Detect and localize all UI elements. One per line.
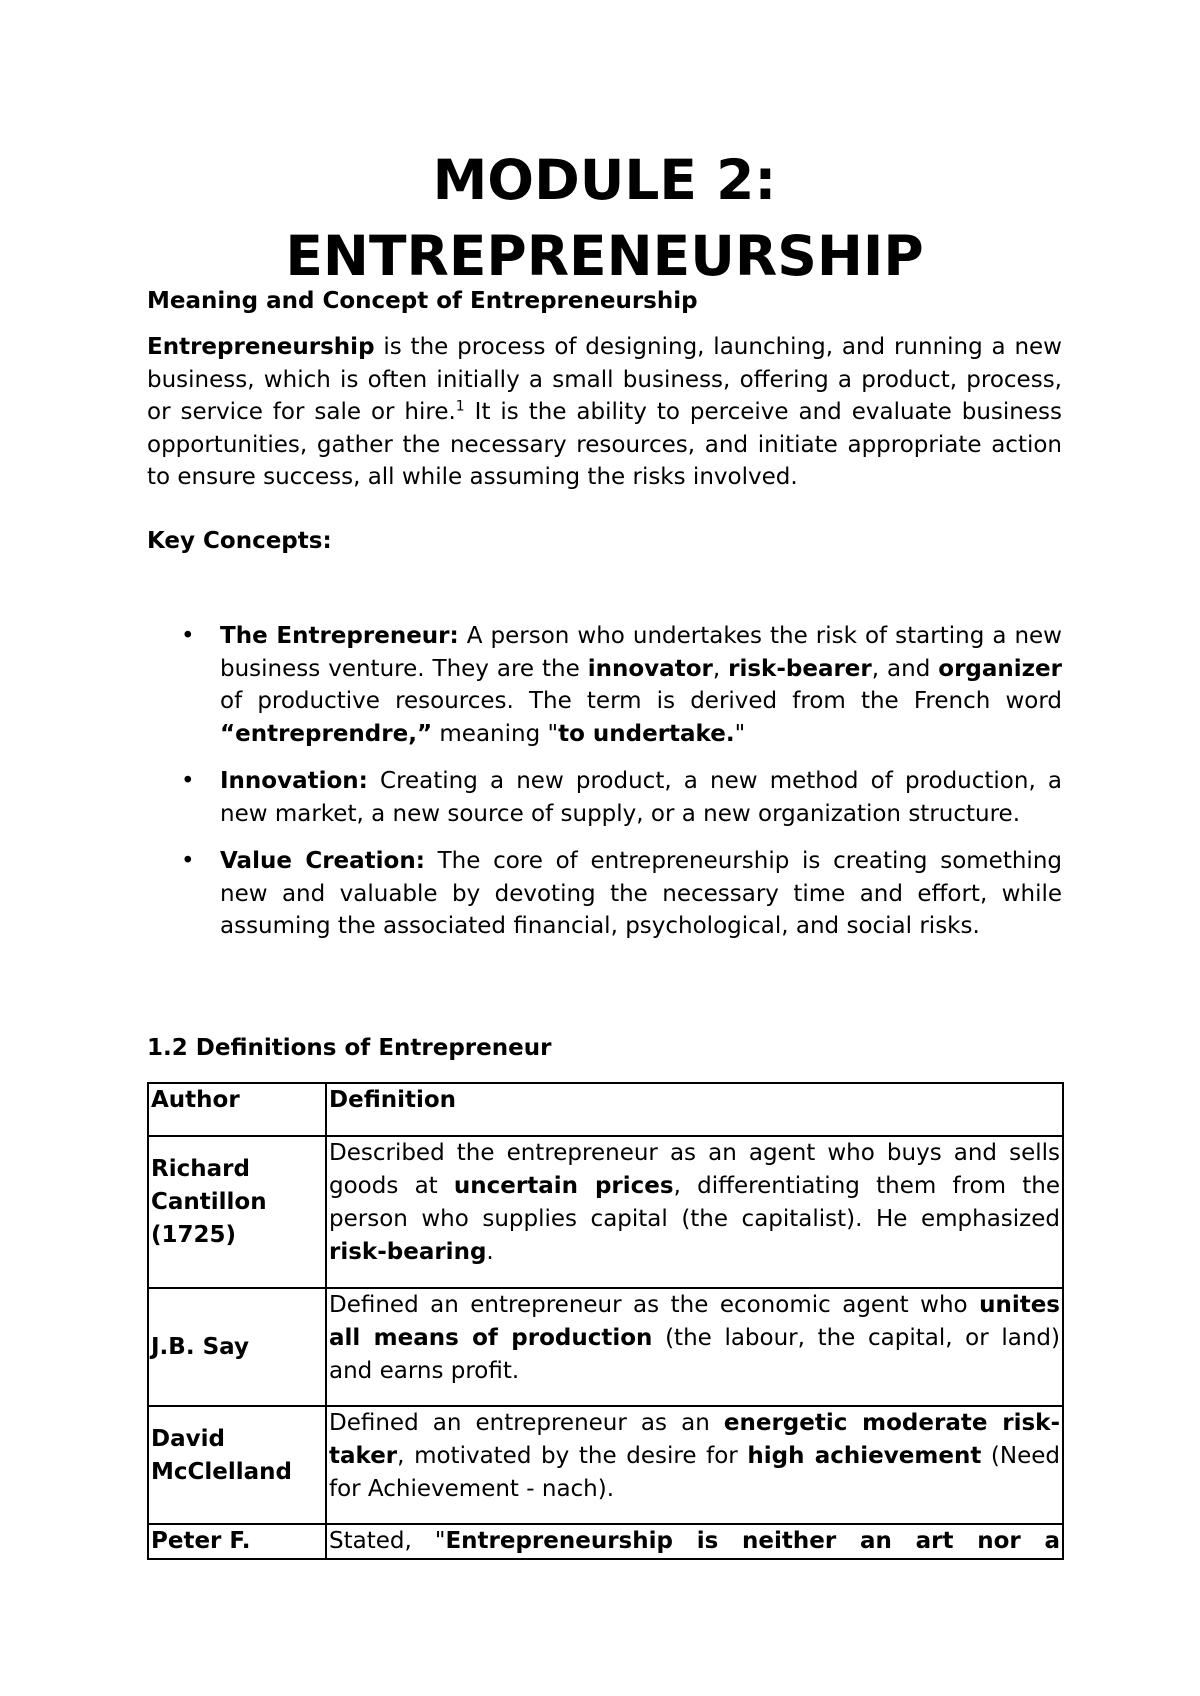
definition-cell: Described the entrepreneur as an agent who buys and sells goods at uncertain prices, differentiating them from the person who supplies capital (the capitalist). He emphasized risk-bearing.: [326, 1136, 1063, 1288]
list-item: • The Entrepreneur: A person who undertakes the risk of starting a new business venture. They are the innovator, risk-bearer, and organizer of productive resources. The term is derived from the French word “entreprendre,” meaning "to undertake.": [147, 620, 1062, 750]
key-concepts-list: [147, 620, 1062, 958]
table-header-row: [148, 1083, 1063, 1136]
table-row: [148, 1406, 1063, 1524]
table-row: [148, 1288, 1063, 1406]
footnote-ref: 1: [455, 398, 465, 415]
bullet-icon: •: [181, 848, 195, 874]
title-line-1: MODULE 2:: [432, 148, 777, 212]
author-cell: David McClelland: [148, 1406, 326, 1524]
section-heading-meaning: Meaning and Concept of Entrepreneurship: [147, 288, 698, 314]
column-header-definition: Definition: [326, 1083, 1063, 1136]
author-cell: Richard Cantillon (1725): [148, 1136, 326, 1288]
definitions-table: [147, 1082, 1064, 1560]
author-cell: J.B. Say: [148, 1288, 326, 1406]
column-header-author: Author: [148, 1083, 326, 1136]
term-entrepreneurship: Entrepreneurship: [147, 334, 375, 360]
title-line-2: ENTREPRENEURSHIP: [285, 224, 924, 288]
table-row: [148, 1524, 1063, 1559]
key-concepts-heading: Key Concepts:: [147, 528, 332, 554]
bullet-icon: •: [181, 768, 195, 794]
definition-cell: Defined an entrepreneur as the economic agent who unites all means of production (the labour, the capital, or land) and earns profit.: [326, 1288, 1063, 1406]
list-item: • Innovation: Creating a new product, a new method of production, a new market, a new source of supply, or a new organization structure.: [147, 765, 1062, 830]
bullet-icon: •: [181, 623, 195, 649]
definitions-heading: 1.2 Definitions of Entrepreneur: [147, 1035, 552, 1061]
author-cell: Peter F.: [148, 1524, 326, 1559]
module-title: [147, 142, 1062, 294]
definition-cell: Stated, "Entrepreneurship is neither an art nor a: [326, 1524, 1063, 1559]
list-item: • Value Creation: The core of entrepreneurship is creating something new and valuable by devoting the necessary time and effort, while assuming the associated financial, psychological, and social risks.: [147, 845, 1062, 943]
table-row: [148, 1136, 1063, 1288]
definition-cell: Defined an entrepreneur as an energetic moderate risk-taker, motivated by the desire for high achievement (Need for Achievement - nach).: [326, 1406, 1063, 1524]
meaning-paragraph: Entrepreneurship is the process of designing, launching, and running a new business, which is often initially a small business, offering a product, process, or service for sale or hire.$^1$ It is the ability to perceive and evaluate business opportunities, gather the necessary resources, and initiate appropriate action to ensure success, all while assuming the risks involved.: [147, 334, 1062, 490]
